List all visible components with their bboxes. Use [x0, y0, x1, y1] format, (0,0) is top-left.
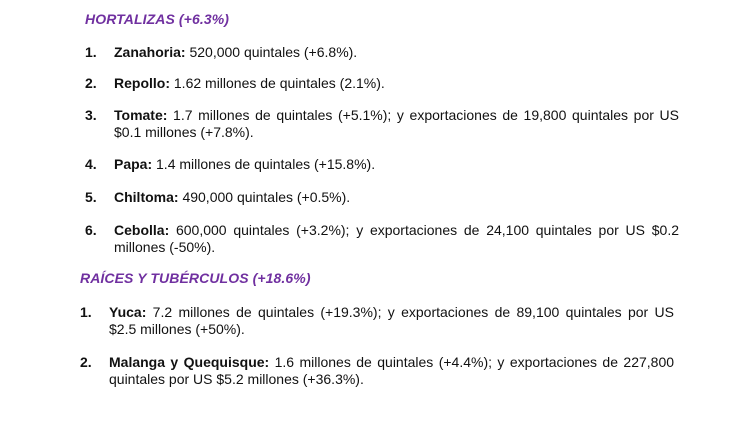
section-heading-raices-tuberculos: RAÍCES Y TUBÉRCULOS (+18.6%): [80, 270, 311, 286]
item-label: Yuca:: [109, 304, 147, 320]
item-text: 1.4 millones de quintales (+15.8%).: [152, 156, 376, 172]
item-number: 3.: [85, 107, 97, 123]
list-item-cebolla: [85, 222, 679, 256]
list-item-malanga-quequisque: [80, 354, 674, 388]
item-label: Malanga y Quequisque:: [109, 354, 270, 370]
item-text: 600,000 quintales (+3.2%); y exportaciones de 24,100 quintales por US $0.2 millones (-50%).: [114, 222, 679, 255]
item-label: Chiltoma:: [114, 189, 179, 205]
section-heading-hortalizas: HORTALIZAS (+6.3%): [85, 11, 230, 27]
item-text: 1.6 millones de quintales (+4.4%); y exportaciones de 227,800 quintales por US $5.2 millones (+36.3%).: [109, 354, 675, 387]
item-text: 1.62 millones de quintales (2.1%).: [170, 75, 385, 91]
item-label: Repollo:: [114, 75, 170, 91]
item-number: 2.: [80, 354, 92, 370]
item-label: Tomate:: [114, 107, 168, 123]
item-text: 1.7 millones de quintales (+5.1%); y exportaciones de 19,800 quintales por US $0.1 millones (+7.8%).: [114, 107, 679, 140]
item-number: 6.: [85, 222, 97, 238]
list-item-yuca: [80, 304, 674, 338]
item-number: 4.: [85, 156, 97, 172]
item-number: 1.: [85, 44, 97, 60]
item-text: 7.2 millones de quintales (+19.3%); y exportaciones de 89,100 quintales por US $2.5 millones (+50%).: [109, 304, 674, 337]
item-text: 520,000 quintales (+6.8%).: [185, 44, 358, 60]
list-item-papa: [85, 156, 679, 173]
list-item-repollo: [85, 75, 679, 92]
item-label: Zanahoria:: [114, 44, 186, 60]
list-item-chiltoma: [85, 189, 679, 206]
item-text: 490,000 quintales (+0.5%).: [178, 189, 351, 205]
item-number: 1.: [80, 304, 92, 320]
list-item-zanahoria: [85, 44, 679, 61]
item-label: Cebolla:: [114, 222, 170, 238]
item-number: 5.: [85, 189, 97, 205]
item-number: 2.: [85, 75, 97, 91]
list-item-tomate: [85, 107, 679, 141]
item-label: Papa:: [114, 156, 153, 172]
